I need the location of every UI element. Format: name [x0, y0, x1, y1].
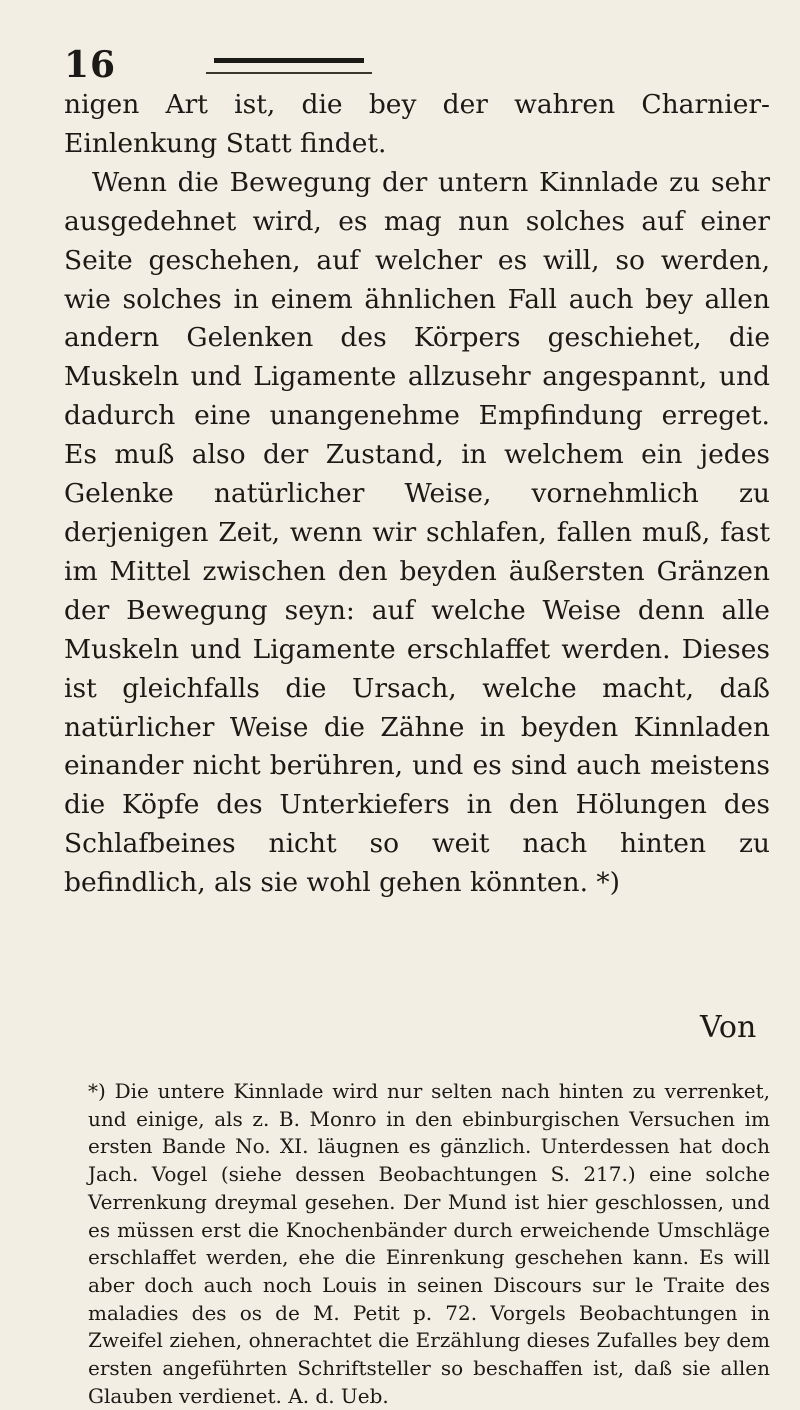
main-text	[64, 86, 770, 903]
header-rule-thin	[206, 72, 372, 74]
paragraph-continuation: nigen Art ist, die bey der wahren Charnier-Einlenkung Statt findet.	[64, 89, 770, 159]
paragraph: Wenn die Bewegung der untern Kinnlade zu sehr ausgedehnet wird, es mag nun solches auf einer Seite geschehen, auf welcher es will, so werden, wie solches in einem ähnlichen Fall auch bey allen andern Gelenken des Körpers geschiehet, die Muskeln und Ligamente allzusehr angespannt, und dadurch eine unangenehme Empfindung erreget. Es muß also der Zustand, in welchem ein jedes Gelenke natürlicher Weise, vornehmlich zu derjenigen Zeit, wenn wir schlafen, fallen muß, fast im Mittel zwischen den beyden äußersten Gränzen der Bewegung seyn: auf welche Weise denn alle Muskeln und Ligamente erschlaffet werden. Dieses ist gleichfalls die Ursach, welche macht, daß natürlicher Weise die Zähne in beyden Kinnladen einander nicht berühren, und es sind auch meistens die Köpfe des Unterkiefers in den Hölungen des Schlafbeines nicht so weit nach hinten zu befindlich, als sie wohl gehen könnten. *)	[64, 166, 770, 899]
page-number: 16	[64, 44, 117, 86]
catchword: Von	[700, 1010, 757, 1045]
footnote: *) Die untere Kinnlade wird nur selten nach hinten zu verrenket, und einige, als z. B. Monro in den ebinburgischen Versuchen im ersten Bande No. XI. läugnen es gänzlich. Unterdessen hat doch Jach. Vogel (siehe dessen Beobachtungen S. 217.) eine solche Verrenkung dreymal gesehen. Der Mund ist hier geschlossen, und es müssen erst die Knochenbänder durch erweichende Umschläge erschlaffet werden, ehe die Einrenkung geschehen kann. Es will aber doch auch noch Louis in seinen Discours sur le Traite des maladies des os de M. Petit p. 72. Vorgels Beobachtungen in Zweifel ziehen, ohnerachtet die Erzählung dieses Zufalles bey dem ersten angeführten Schriftsteller so beschaffen ist, daß sie allen Glauben verdienet. A. d. Ueb.	[88, 1079, 770, 1408]
header-rule	[214, 58, 364, 63]
page-header	[64, 44, 764, 84]
